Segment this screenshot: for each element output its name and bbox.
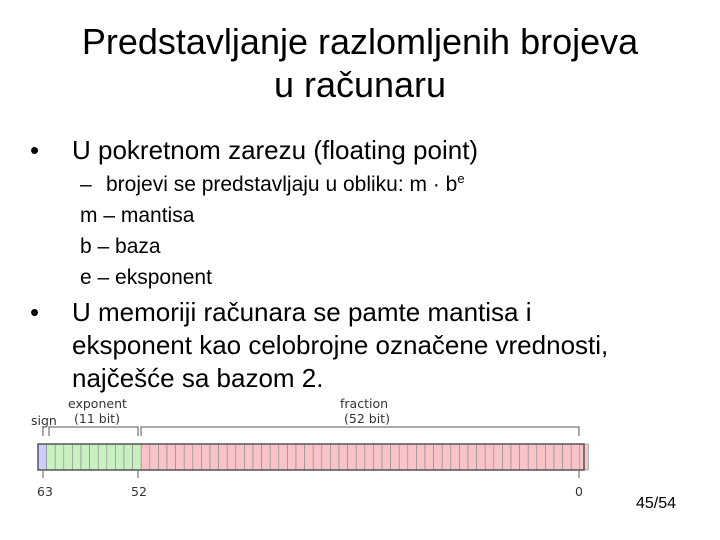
bit-cell xyxy=(90,444,99,470)
bit-cell xyxy=(502,444,511,470)
bullet-marker: • xyxy=(30,135,40,165)
exponent-bracket xyxy=(49,427,138,436)
bit-cell xyxy=(425,444,434,470)
bit-cell xyxy=(150,444,159,470)
bit-cell xyxy=(408,444,417,470)
bit-cells xyxy=(38,444,588,470)
bit-cell xyxy=(296,444,305,470)
fraction-bits-label: (52 bit) xyxy=(344,411,390,426)
bit-cell xyxy=(459,444,468,470)
bit-cell xyxy=(47,444,56,470)
sub-text: brojevi se predstavljaju u obliku: m · b xyxy=(106,173,458,196)
bit-cell xyxy=(201,444,210,470)
bit-cell xyxy=(477,444,486,470)
fraction-bracket xyxy=(141,427,579,436)
bit-cell xyxy=(485,444,494,470)
title-line-2: u računaru xyxy=(273,64,447,105)
bit-cell xyxy=(330,444,339,470)
bit-cell xyxy=(98,444,107,470)
exponent-superscript: e xyxy=(457,171,465,186)
double-precision-diagram xyxy=(28,392,598,508)
bit-cell xyxy=(545,444,554,470)
exponent-label: exponent xyxy=(68,396,127,411)
subitem-representation xyxy=(80,172,465,197)
bit-cell xyxy=(520,444,529,470)
bit-cell xyxy=(193,444,202,470)
subitem-exponent: e – eksponent xyxy=(80,266,212,289)
slide-title xyxy=(0,20,720,106)
bit-cell xyxy=(528,444,537,470)
subitem-mantissa: m – mantisa xyxy=(80,204,195,227)
bit-cell xyxy=(184,444,193,470)
bit-cell xyxy=(356,444,365,470)
bit-cell xyxy=(115,444,124,470)
bit-cell xyxy=(176,444,185,470)
bit-cell xyxy=(554,444,563,470)
bit-cell xyxy=(563,444,572,470)
bit-cell xyxy=(348,444,357,470)
sub-dash: – xyxy=(80,173,92,196)
bit-cell xyxy=(210,444,219,470)
bit-cell xyxy=(133,444,142,470)
bit-cell xyxy=(365,444,374,470)
bit-cell xyxy=(322,444,331,470)
bit-cell xyxy=(537,444,546,470)
bit-cell xyxy=(279,444,288,470)
tick-label-52: 52 xyxy=(131,484,147,499)
bit-cell xyxy=(55,444,64,470)
bit-cell xyxy=(167,444,176,470)
bit-cell xyxy=(434,444,443,470)
bit-cell xyxy=(244,444,253,470)
bit-cell xyxy=(382,444,391,470)
sign-label: sign xyxy=(31,413,57,428)
bit-cell xyxy=(124,444,133,470)
bit-cell xyxy=(451,444,460,470)
bit-cell xyxy=(571,444,580,470)
tick-label-0: 0 xyxy=(575,484,583,499)
bit-cell xyxy=(72,444,81,470)
bit-cell xyxy=(219,444,228,470)
fraction-label: fraction xyxy=(340,396,389,411)
bit-cell xyxy=(64,444,73,470)
bit-cell xyxy=(253,444,262,470)
tick-label-63: 63 xyxy=(37,484,53,499)
bit-cell xyxy=(373,444,382,470)
bit-cell xyxy=(227,444,236,470)
bit-cell xyxy=(391,444,400,470)
bullet-text: U pokretnom zarezu (floating point) xyxy=(72,135,479,165)
bullet-marker: • xyxy=(30,297,40,327)
bit-cell xyxy=(339,444,348,470)
bit-cell xyxy=(305,444,314,470)
bullet-line-3: najčešće sa bazom 2. xyxy=(72,363,324,393)
page-number: 45/54 xyxy=(635,495,676,512)
bit-cell xyxy=(494,444,503,470)
title-line-1: Predstavljanje razlomljenih brojeva xyxy=(81,21,639,62)
bit-cell xyxy=(236,444,245,470)
bit-cell xyxy=(141,444,150,470)
exponent-bits-label: (11 bit) xyxy=(74,411,120,426)
bit-cell xyxy=(511,444,520,470)
bit-cell xyxy=(270,444,279,470)
bit-cell xyxy=(81,444,90,470)
bit-cell xyxy=(262,444,271,470)
bullet-line-2: eksponent kao celobrojne označene vrednosti, xyxy=(72,330,609,360)
subitem-base: b – baza xyxy=(80,235,161,258)
bit-cell xyxy=(442,444,451,470)
bit-cell xyxy=(158,444,167,470)
bit-cell xyxy=(38,444,47,470)
bit-cell xyxy=(313,444,322,470)
bit-cell xyxy=(107,444,116,470)
bit-cell xyxy=(416,444,425,470)
bit-cell xyxy=(468,444,477,470)
bit-cell xyxy=(399,444,408,470)
bullet-line-1: U memoriji računara se pamte mantisa i xyxy=(72,297,532,327)
bit-cell xyxy=(287,444,296,470)
